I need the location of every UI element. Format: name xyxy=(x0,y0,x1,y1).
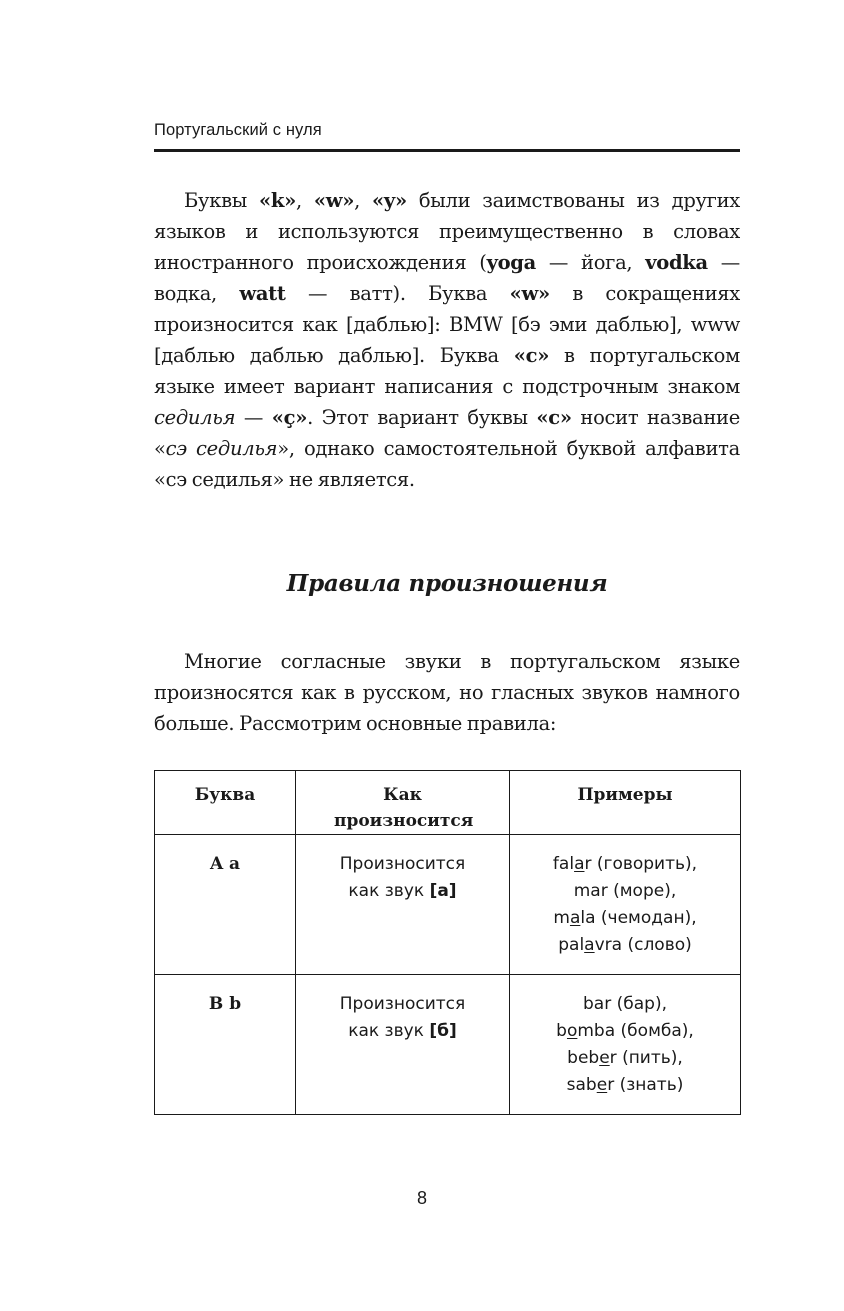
text-run: . Этот вариант буквы xyxy=(307,406,537,429)
pronunciation-line xyxy=(296,991,509,1018)
text-run: , xyxy=(295,189,314,212)
text-run: mar (море), xyxy=(573,881,677,901)
underlined-letter: o xyxy=(566,1021,578,1041)
bold-text: [а] xyxy=(429,881,457,901)
text-run: mba (бомба), xyxy=(577,1021,694,1041)
text-run: Произносится xyxy=(339,854,466,874)
text-run: в сокращениях произносится как [даблью]: BMW [бэ эми даблью], www [даблью даблью даблью]. Буква xyxy=(154,282,741,367)
letter-cell: A a xyxy=(155,835,296,975)
header-letter: Буква xyxy=(155,771,296,835)
bold-text: yoga xyxy=(486,251,536,274)
pronunciation-line xyxy=(296,851,509,878)
text-run: носит название « xyxy=(154,406,740,460)
underlined-letter: a xyxy=(584,935,595,955)
text-run: », однако самостоятельной буквой алфавита «сэ седилья» не является. xyxy=(154,437,740,491)
page-number: 8 xyxy=(416,1188,427,1208)
text-run: Буквы xyxy=(184,189,259,212)
example-line xyxy=(510,932,740,959)
pronunciation-cell xyxy=(296,975,510,1115)
text-run: как звук xyxy=(348,1021,430,1041)
bold-text: «c» xyxy=(513,344,550,367)
text-run: — водка, xyxy=(154,251,740,305)
text-run: m xyxy=(553,908,570,928)
text-run: fal xyxy=(552,854,575,874)
header-rule xyxy=(154,149,740,152)
pronunciation-cell xyxy=(296,835,510,975)
example-line xyxy=(510,1072,740,1099)
example-line xyxy=(510,905,740,932)
bold-text: «ç» xyxy=(271,406,308,429)
text-run: bar (бар), xyxy=(583,994,667,1014)
text-run: vra (слово) xyxy=(594,935,692,955)
bold-text: [б] xyxy=(429,1021,457,1041)
pronunciation-line xyxy=(296,1018,509,1045)
bold-text: «c» xyxy=(536,406,572,429)
table-row xyxy=(155,975,741,1115)
header-pronunciation: Как произносится xyxy=(296,771,510,835)
examples-cell xyxy=(510,975,741,1115)
underlined-letter: a xyxy=(574,854,585,874)
bold-text: «k» xyxy=(258,189,296,212)
text-run: — ватт). Буква xyxy=(285,282,510,305)
text-run: r (знать) xyxy=(607,1075,684,1095)
text-run: la (чемодан), xyxy=(580,908,697,928)
text-run: sab xyxy=(566,1075,597,1095)
section-heading: Правила произношения xyxy=(286,570,608,597)
example-line xyxy=(510,991,740,1018)
example-line xyxy=(510,1018,740,1045)
pronunciation-line xyxy=(296,878,509,905)
bold-text: watt xyxy=(239,282,286,305)
underlined-letter: a xyxy=(569,908,581,928)
intro-paragraph xyxy=(154,185,740,495)
underlined-letter: e xyxy=(596,1075,608,1095)
bold-text: «w» xyxy=(313,189,355,212)
underlined-letter: e xyxy=(599,1048,610,1068)
bold-text: vodka xyxy=(645,251,708,274)
text-run: Произносится xyxy=(339,994,466,1014)
examples-cell xyxy=(510,835,741,975)
example-line xyxy=(510,851,740,878)
text-run: r (говорить), xyxy=(584,854,698,874)
text-run: как звук xyxy=(348,881,430,901)
text-run: b xyxy=(556,1021,567,1041)
text-run: — xyxy=(235,406,272,429)
table-row xyxy=(155,835,741,975)
bold-text: «w» xyxy=(509,282,550,305)
text-run: были заимствованы из других языков и используются преимущественно в словах иностранного происхождения ( xyxy=(154,189,740,274)
bold-text: «y» xyxy=(372,189,407,212)
text-run: в португальском языке имеет вариант написания с подстрочным знаком xyxy=(154,344,740,398)
text-run: beb xyxy=(567,1048,600,1068)
text-run: — йога, xyxy=(535,251,646,274)
italic-text: сэ седилья xyxy=(165,437,278,460)
pronunciation-table xyxy=(154,770,741,1115)
header-examples: Примеры xyxy=(510,771,741,835)
text-run: , xyxy=(354,189,373,212)
example-line xyxy=(510,878,740,905)
running-head: Португальский с нуля xyxy=(154,121,322,139)
text-run: r (пить), xyxy=(609,1048,683,1068)
rules-intro-paragraph: Многие согласные звуки в португальском языке произносятся как в русском, но гласных звуков намного больше. Рассмотрим основные правила: xyxy=(154,650,740,735)
text-run: pal xyxy=(558,935,585,955)
italic-text: седилья xyxy=(154,406,236,429)
example-line xyxy=(510,1045,740,1072)
table-header-row xyxy=(155,771,741,835)
letter-cell: B b xyxy=(155,975,296,1115)
